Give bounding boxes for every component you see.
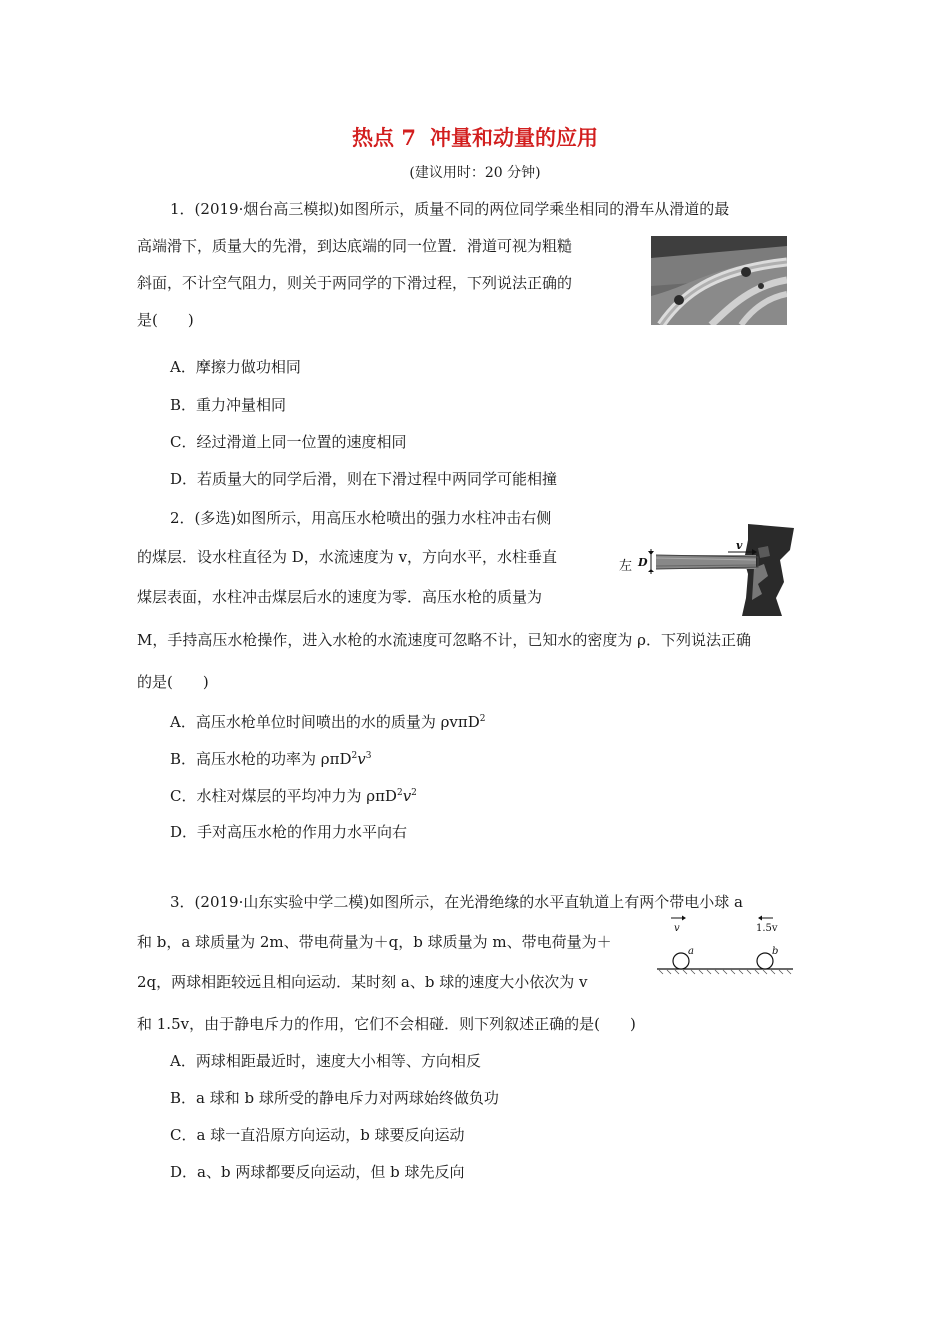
q3-option-c: C．a 球一直沿原方向运动，b 球要反向运动 — [170, 1126, 465, 1144]
q3-option-a: A．两球相距最近时，速度大小相等、方向相反 — [170, 1052, 481, 1070]
diameter-label: D — [638, 556, 648, 569]
q3-line-3: 2q，两球相距较远且相向运动．某时刻 a、b 球的速度大小依次为 v — [137, 973, 588, 991]
charged-balls-figure — [655, 912, 795, 976]
q3-option-b: B．a 球和 b 球所受的静电斥力对两球始终做负功 — [170, 1089, 499, 1107]
q2-line-2: 的煤层．设水柱直径为 D，水流速度为 v，方向水平，水柱垂直 — [137, 548, 558, 566]
q2-option-b-exp1: 2 — [351, 751, 358, 761]
q2-option-b — [170, 749, 371, 769]
title-part2: 冲量和动量的应用 — [429, 125, 598, 150]
velocity-label: v — [736, 539, 743, 552]
ball-b-label: b — [772, 946, 779, 957]
q1-option-b: B．重力冲量相同 — [170, 396, 287, 414]
q2-option-b-exp2: 3 — [365, 751, 372, 761]
title-part1: 热点 7 — [352, 125, 416, 150]
q3-line-1: 3．(2019·山东实验中学二模)如图所示，在光滑绝缘的水平直轨道上有两个带电小球 a — [170, 893, 743, 911]
q3-line-2: 和 b，a 球质量为 2m、带电荷量为＋q，b 球质量为 m、带电荷量为＋ — [137, 933, 612, 951]
q2-option-b-v: v — [357, 750, 366, 768]
q2-option-a — [170, 712, 486, 732]
left-label: 左 — [619, 559, 633, 574]
q2-option-c-text: C．水柱对煤层的平均冲力为 ρπD — [170, 787, 397, 805]
q2-option-c-v: v — [402, 787, 412, 805]
ball-a-label: a — [688, 946, 694, 957]
q2-option-b-text: B．高压水枪的功率为 ρπD — [170, 750, 352, 768]
q1-option-c: C．经过滑道上同一位置的速度相同 — [170, 433, 407, 451]
ball-b-velocity-label: 1.5v — [756, 923, 778, 934]
q1-line-2: 高端滑下，质量大的先滑，到达底端的同一位置．滑道可视为粗糙 — [137, 237, 573, 255]
q3-option-d: D．a、b 两球都要反向运动，但 b 球先反向 — [170, 1163, 465, 1181]
q2-option-c-exp2: 2 — [411, 788, 417, 798]
suggested-time: (建议用时：20 分钟) — [409, 165, 541, 181]
q2-line-5: 的是( ) — [137, 673, 209, 691]
q2-line-3: 煤层表面，水柱冲击煤层后水的速度为零．高压水枪的质量为 — [137, 588, 543, 606]
q3-line-4: 和 1.5v，由于静电斥力的作用，它们不会相碰．则下列叙述正确的是( ) — [137, 1015, 636, 1033]
q2-line-4: M，手持高压水枪操作，进入水枪的水流速度可忽略不计，已知水的密度为 ρ．下列说法正确 — [137, 631, 751, 649]
q1-option-d: D．若质量大的同学后滑，则在下滑过程中两同学可能相撞 — [170, 470, 558, 488]
q1-line-3: 斜面，不计空气阻力，则关于两同学的下滑过程，下列说法正确的 — [137, 274, 573, 292]
q2-option-a-exp: 2 — [479, 714, 486, 724]
q1-line-1: 1．(2019·烟台高三模拟)如图所示，质量不同的两位同学乘坐相同的滑车从滑道的最 — [170, 200, 730, 218]
q2-option-a-text: A．高压水枪单位时间喷出的水的质量为 ρvπD — [170, 713, 480, 731]
water-gun-figure — [618, 524, 798, 616]
q2-option-c-exp1: 2 — [396, 788, 403, 798]
page-title — [0, 122, 950, 152]
slide-photo-figure — [651, 236, 787, 325]
ball-a-velocity-label: v — [674, 923, 680, 934]
q2-line-1: 2．(多选)如图所示，用高压水枪喷出的强力水柱冲击右侧 — [170, 509, 552, 527]
q2-option-c — [170, 786, 417, 806]
q1-option-a: A．摩擦力做功相同 — [170, 358, 301, 376]
q2-option-d: D．手对高压水枪的作用力水平向右 — [170, 823, 408, 841]
q1-line-4: 是( ) — [137, 311, 194, 329]
